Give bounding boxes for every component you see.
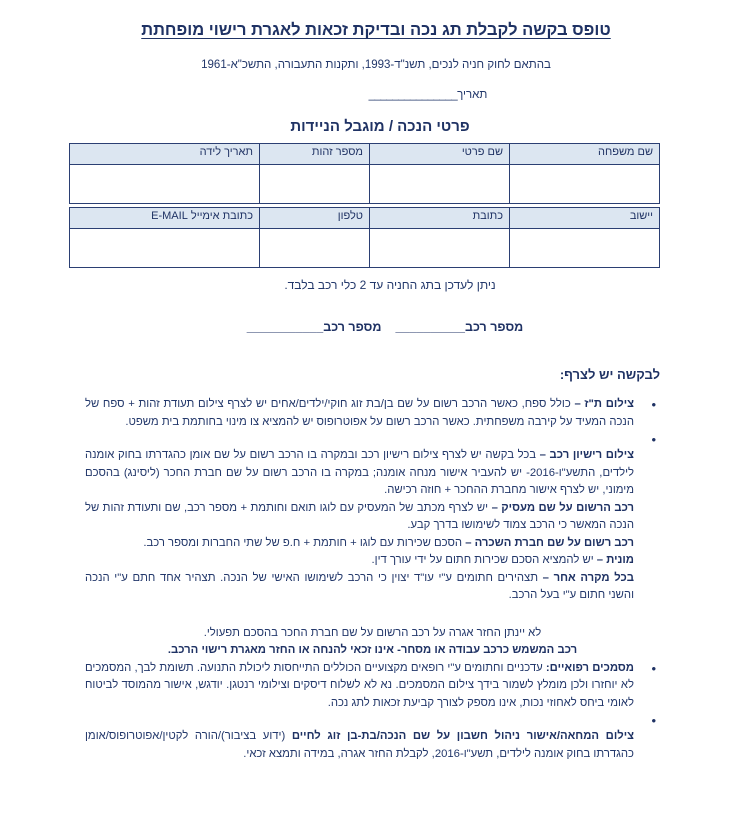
- spacer: [85, 712, 634, 728]
- list-item: [85, 712, 660, 763]
- column-header-last-name: שם משפחה: [510, 144, 660, 165]
- column-header-birth-date: תאריך לידה: [70, 144, 260, 165]
- column-header-first-name: שם פרטי: [370, 144, 510, 165]
- attachment-taxi-text: יש להמציא הסכם שכירות חתום על ידי עורך דין.: [371, 554, 597, 566]
- field-city[interactable]: [510, 229, 660, 268]
- field-first-name[interactable]: [370, 165, 510, 204]
- field-address[interactable]: [370, 229, 510, 268]
- attachment-bank-account: [85, 728, 634, 763]
- attachment-rental-company-vehicle: [85, 535, 634, 553]
- table-row-values-1: [70, 165, 660, 204]
- attachment-rental-company-text: הסכם שכירות עם לוגו + חותמת + ח.פ של שתי החברות ומספר רכב.: [143, 536, 466, 549]
- field-email[interactable]: [70, 229, 260, 268]
- personal-details-heading: פרטי הנכה / מוגבל הניידות: [290, 118, 470, 135]
- personal-details-table-wrap: [70, 143, 660, 268]
- attachment-bank-account-text: (ידוע בציבור)/הורה לקטין/אפוטרופוס/אומן כהגדרתו בחוק אומנה לילדים, תשע"ו-2016, לקבלת החזר אגרה, במידה ותמצא זכאי.: [85, 730, 634, 760]
- vehicle-number-label-2: מספר רכב: [323, 320, 382, 334]
- spacer: [85, 382, 660, 396]
- attachment-vehicle-license-lead: צילום רישיון רכב –: [539, 449, 634, 461]
- vehicle-limit-note: ניתן לעדכן בתג החניה עד 2 כלי רכב בלבד.: [284, 278, 496, 292]
- field-birth-date[interactable]: [70, 165, 260, 204]
- field-id-number[interactable]: [260, 165, 370, 204]
- table-row-headers-2: [70, 208, 660, 229]
- spacer: [85, 431, 634, 447]
- personal-details-table: [69, 143, 660, 268]
- attachment-medical-documents-text: עדכניים וחתומים ע"י רופאים מקצועיים הכוללים התייחסות ליכולת התנועה. תשומת לבך, המסמכים לא יוחזרו ולכן מומלץ לשמור בידך צילום המסמכים. נא לא לשלוח דיסקים וצילומי רנטגן. יודגש, אישור מהמוסד לביטוח לאומי ביחס לאחוזי נכות, אינו מספק לצורך קביעת זכאות לתג נכה.: [85, 661, 634, 709]
- field-last-name[interactable]: [510, 165, 660, 204]
- vehicle-number-rule-2[interactable]: ___________: [246, 320, 324, 334]
- document-subtitle: בהתאם לחוק חניה לנכים, תשנ"ד-1993, ותקנות התעבורה, התשכ"א-1961: [201, 59, 551, 71]
- page-title: טופס בקשה לקבלת תג נכה ובדיקת זכאות לאגרת רישוי מופחתת: [141, 21, 611, 39]
- vehicle-number-line: [0, 292, 752, 334]
- attachments-list: [85, 396, 660, 605]
- column-header-address: כתובת: [370, 208, 510, 229]
- column-header-id-number: מספר זהות: [260, 144, 370, 165]
- attachment-employer-vehicle: [85, 500, 634, 535]
- table-row-headers-1: [70, 144, 660, 165]
- note-operational-lease: לא יינתן החזר אגרה על רכב הרשום על שם חברת החכר בהסכם תפעולי.: [203, 626, 542, 639]
- list-item: [85, 396, 660, 431]
- date-label: תאריך: [457, 89, 488, 101]
- attachment-rental-company-lead: רכב רשום על שם חברת השכרה –: [465, 536, 634, 549]
- vehicle-number-rule-1[interactable]: __________: [395, 320, 465, 334]
- attachment-employer-vehicle-text: יש לצרף מכתב של המעסיק עם לוגו תואם וחותמת + מספר רכב, שם ותעודת זהות של הנכה המאשר כי הרכב צמוד לשימושו בדרך קבע.: [85, 501, 634, 531]
- date-field-line: [0, 71, 752, 101]
- attachment-taxi: [85, 552, 634, 570]
- attachment-vehicle-license: [85, 447, 634, 500]
- attachment-other-case: [85, 570, 634, 605]
- attachment-medical-documents: [85, 660, 634, 713]
- column-header-phone: טלפון: [260, 208, 370, 229]
- list-item: [85, 431, 660, 605]
- attachment-medical-documents-lead: מסמכים רפואיים:: [545, 661, 634, 674]
- field-phone[interactable]: [260, 229, 370, 268]
- column-header-email: כתובת אימייל E-MAIL: [70, 208, 260, 229]
- attachment-other-case-text: תצהירים חתומים ע"י עו"ד יצוין כי הרכב לשימושו האישי של הנכה. תצהיר אחד חתם ע"י הנכה והשני חתום ע"י בעל הרכב.: [85, 571, 634, 601]
- attachments-section: [0, 334, 752, 763]
- attachment-id-photo-text: כולל ספח, כאשר הרכב רשום על שם בן/בת זוג חוקי/ילדים/אחים יש לצרף צילום תעודת זהות + ספח של הנכה המעיד על קירבה משפחתית. כאשר הרכב רשום על אפוטרופוס יש להמציא צו מינוי בחותמת בית משפט.: [85, 398, 634, 428]
- attachment-other-case-lead: בכל מקרה אחר –: [542, 571, 634, 584]
- table-row-values-2: [70, 229, 660, 268]
- spacer: [85, 605, 660, 625]
- date-input-rule[interactable]: _______________: [368, 89, 458, 101]
- column-header-city: יישוב: [510, 208, 660, 229]
- attachment-vehicle-license-text: בכל בקשה יש לצרף צילום רישיון רכב ובמקרה בו הרכב רשום על שם אומן כהגדרתו בחוק אומנה לילדים, התשע"ו-2016- יש להעביר אישור מנחה אומנה; במקרה בו הרכב רשום על שם חברת החכר (ליסינג) בהסכם מימוני, יש לצרף אישור מחברת ההחכר + חוזה רכישה.: [85, 449, 634, 496]
- attachment-id-photo-lead: צילום ת"ז –: [574, 398, 634, 410]
- attachment-taxi-lead: מונית –: [596, 554, 634, 566]
- attachment-employer-vehicle-lead: רכב הרשום על שם מעסיק –: [488, 501, 634, 514]
- vehicle-number-label-1: מספר רכב: [465, 320, 524, 334]
- attachments-heading: לבקשה יש לצרף:: [559, 367, 660, 382]
- attachment-id-photo: [85, 396, 634, 431]
- note-commercial-vehicle: רכב המשמש כרכב עבודה או מסחר- אינו זכאי להנחה או החזר מאגרת רישוי הרכב.: [167, 644, 578, 656]
- attachment-bank-account-lead: צילום המחאה/אישור ניהול חשבון על שם הנכה/בת-בן זוג לחיים: [291, 730, 634, 742]
- attachments-list-2: [85, 660, 660, 764]
- list-item: [85, 660, 660, 713]
